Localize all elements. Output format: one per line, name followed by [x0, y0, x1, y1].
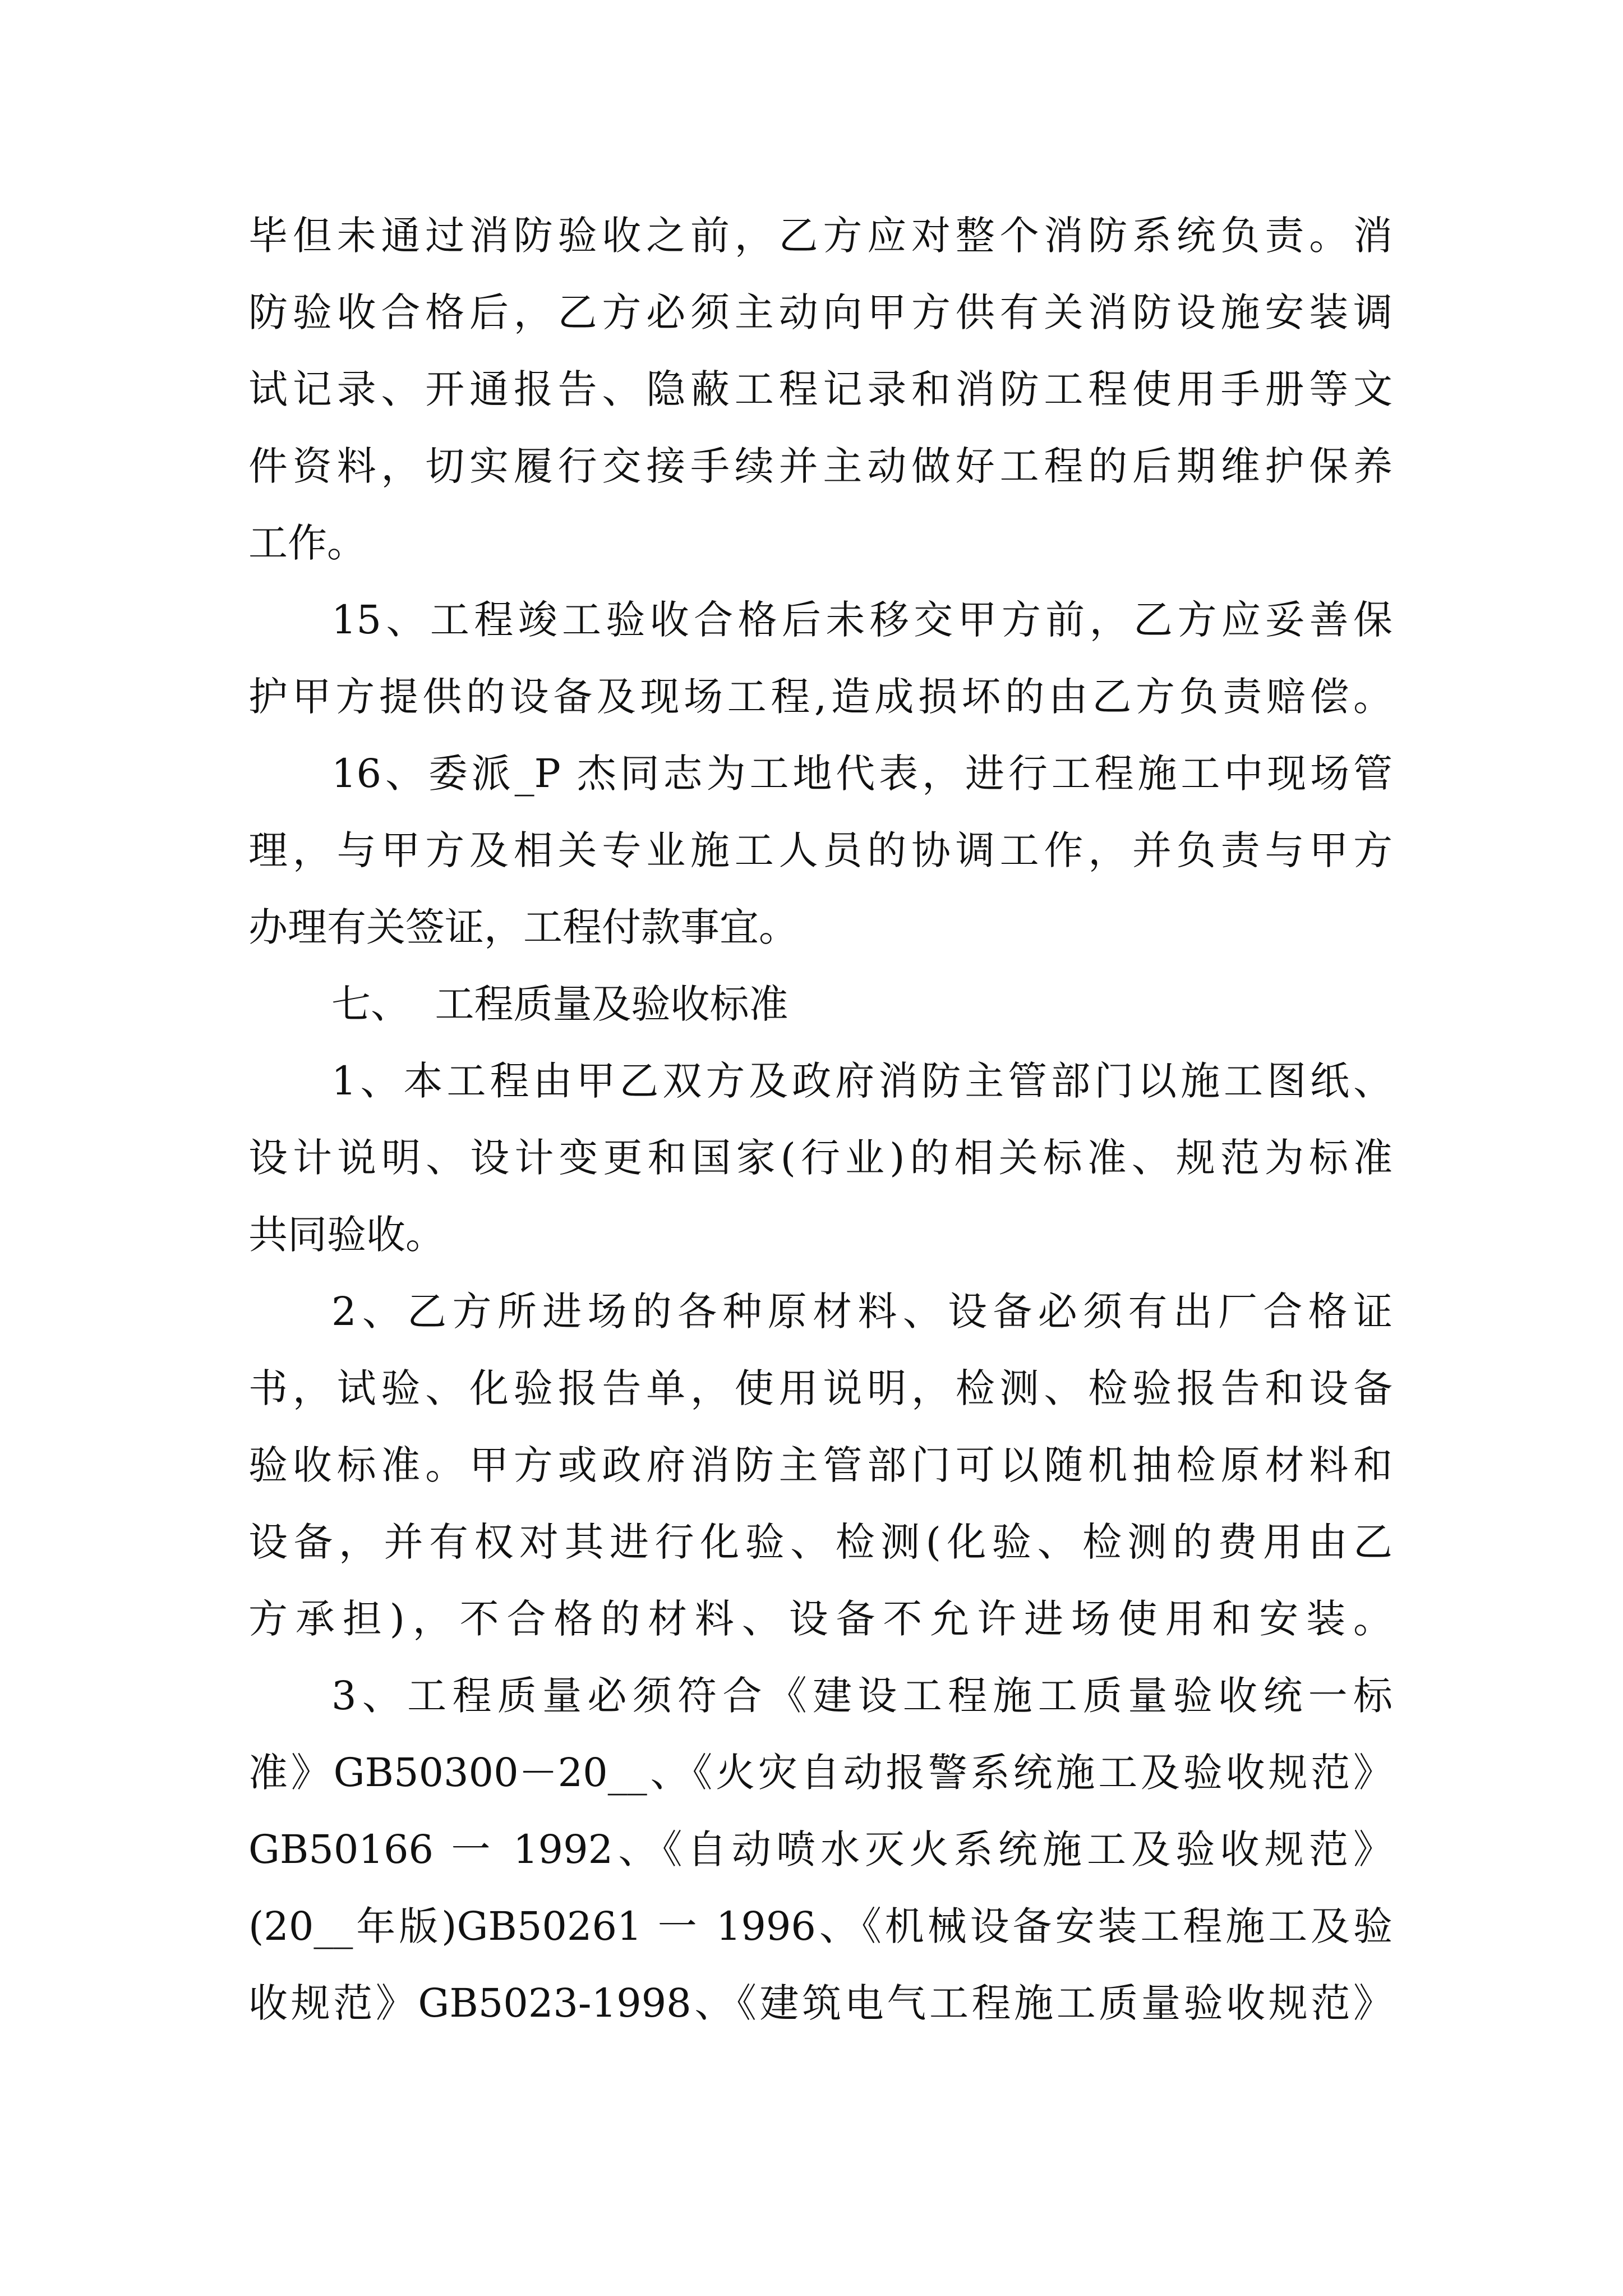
text-line: 毕但未通过消防验收之前，乙方应对整个消防系统负责。消	[248, 213, 1393, 259]
text-line: (20__年版)GB50261 一 1996、《机械设备安装工程施工及验	[248, 1903, 1393, 1949]
text-line: 收规范》GB5023-1998、《建筑电气工程施工质量验收规范》	[248, 1980, 1393, 2026]
text-line: 护甲方提供的设备及现场工程,造成损坏的由乙方负责赔偿。	[248, 674, 1393, 720]
text-line: 共同验收。	[248, 1212, 445, 1258]
text-line: 工作。	[248, 520, 366, 566]
text-line: 设备，并有权对其进行化验、检测(化验、检测的费用由乙	[248, 1519, 1393, 1565]
text-line: 设计说明、设计变更和国家(行业)的相关标准、规范为标准	[248, 1135, 1393, 1181]
text-line: 书，试验、化验报告单，使用说明，检测、检验报告和设备	[248, 1365, 1393, 1411]
text-line: 1、本工程由甲乙双方及政府消防主管部门以施工图纸、	[331, 1058, 1393, 1104]
text-line: 2、乙方所进场的各种原材料、设备必须有出厂合格证	[331, 1289, 1393, 1335]
text-line: GB50166 一 1992、《自动喷水灭火系统施工及验收规范》	[248, 1826, 1393, 1872]
text-line: 件资料，切实履行交接手续并主动做好工程的后期维护保养	[248, 443, 1393, 489]
text-line: 验收标准。甲方或政府消防主管部门可以随机抽检原材料和	[248, 1442, 1393, 1488]
text-line: 七、 工程质量及验收标准	[331, 981, 789, 1027]
text-line: 3、工程质量必须符合《建设工程施工质量验收统一标	[331, 1673, 1393, 1719]
text-line: 理，与甲方及相关专业施工人员的协调工作，并负责与甲方	[248, 827, 1393, 873]
text-line: 15、工程竣工验收合格后未移交甲方前，乙方应妥善保	[331, 597, 1393, 643]
text-line: 准》GB50300－20__、《火灾自动报警系统施工及验收规范》	[248, 1750, 1393, 1796]
text-line: 16、委派_P 杰同志为工地代表，进行工程施工中现场管	[331, 751, 1393, 797]
text-line: 试记录、开通报告、隐蔽工程记录和消防工程使用手册等文	[248, 366, 1393, 412]
document-body	[248, 197, 1393, 2042]
text-line: 方承担)，不合格的材料、设备不允许进场使用和安装。	[248, 1596, 1393, 1642]
text-line: 办理有关签证，工程付款事宜。	[248, 904, 798, 950]
text-line: 防验收合格后，乙方必须主动向甲方供有关消防设施安装调	[248, 289, 1393, 335]
